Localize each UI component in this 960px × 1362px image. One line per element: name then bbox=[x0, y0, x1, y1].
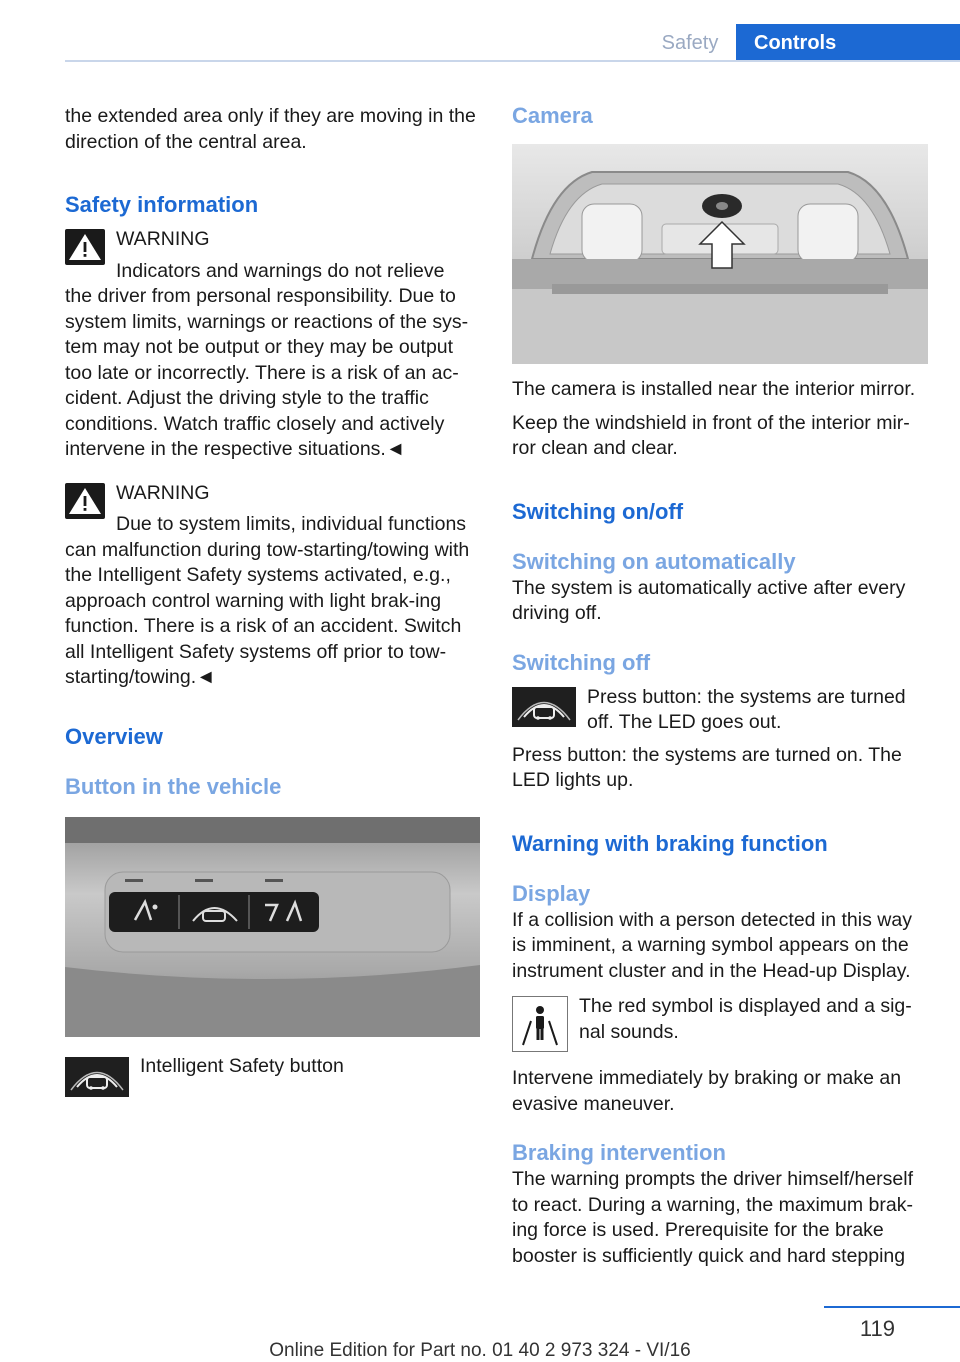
button-caption: Intelligent Safety button bbox=[140, 1054, 344, 1077]
pedestrian-warning-icon bbox=[512, 996, 568, 1052]
warning-text-first: Indicators and warnings do not relieve bbox=[116, 259, 445, 282]
header-section-tab: Safety bbox=[661, 32, 719, 54]
camera-paragraph-2: Keep the windshield in front of the interior mir-ror clean and clear. bbox=[512, 411, 910, 459]
warning-text-first: Due to system limits, individual functions bbox=[116, 513, 467, 535]
intro-paragraph: the extended area only if they are moving in the direction of the central area. bbox=[65, 105, 476, 153]
caption-row bbox=[65, 1054, 481, 1097]
switching-off-icon-text: Press button: the systems are turned off. The LED goes out. bbox=[587, 685, 906, 733]
warning-title: WARNING bbox=[116, 481, 210, 504]
button-in-vehicle-heading: Button in the vehicle bbox=[65, 773, 282, 799]
intelligent-safety-button-icon bbox=[512, 687, 576, 727]
camera-photo bbox=[512, 144, 928, 364]
warning-triangle-icon bbox=[65, 229, 105, 265]
braking-intervention-heading: Braking intervention bbox=[512, 1140, 726, 1165]
switching-on-text: The system is automatically active after every driving off. bbox=[512, 576, 906, 624]
safety-info-heading: Safety information bbox=[65, 192, 259, 217]
warning-text: can malfunction during tow-starting/towing with the Intelligent Safety systems activated, e.g., approach control warning with light brak-ing function. There is a risk of an accident. Switch all Intelligent Safety systems off prior to tow-starting/towing.◄ bbox=[65, 538, 470, 688]
switching-off-heading: Switching off bbox=[512, 649, 651, 675]
braking-warning-heading: Warning with braking function bbox=[512, 830, 828, 856]
right-column bbox=[512, 104, 928, 1269]
header-rule bbox=[65, 60, 960, 62]
display-text-2: Intervene immediately by braking or make an evasive maneuver. bbox=[512, 1067, 902, 1115]
header-chapter-tab: Controls bbox=[736, 24, 960, 62]
edition-footer: Online Edition for Part no. 01 40 2 973 324 - VI/16 bbox=[269, 1340, 691, 1361]
switching-on-heading: Switching on automatically bbox=[512, 548, 796, 574]
display-heading: Display bbox=[512, 880, 591, 906]
display-text: If a collision with a person detected in this way is imminent, a warning symbol appears on the instrument cluster and in the Head-up Display. bbox=[512, 908, 912, 982]
footer-rule bbox=[824, 1306, 960, 1308]
warning-text: the driver from personal responsibility. Due to system limits, warnings or reactions of the sys-tem may not be output or they may be output too late or incorrectly. There is a risk of an ac-cident. Adjust the driving style to the traffic conditions. Watch traffic closely and actively intervene in the respective situations.◄ bbox=[65, 285, 469, 460]
camera-heading: Camera bbox=[512, 103, 593, 128]
intelligent-safety-button-icon bbox=[65, 1057, 129, 1097]
switching-heading: Switching on/off bbox=[512, 498, 684, 524]
camera-paragraph-1: The camera is installed near the interior mirror. bbox=[512, 378, 916, 400]
display-symbol-text: The red symbol is displayed and a sig-nal sounds. bbox=[579, 995, 912, 1043]
display-symbol-row bbox=[512, 994, 928, 1052]
overview-heading: Overview bbox=[65, 723, 163, 749]
page-number: 119 bbox=[859, 1316, 895, 1341]
left-column bbox=[65, 104, 481, 1097]
switching-off-row bbox=[512, 685, 928, 737]
switching-off-text: Press button: the systems are turned on. The LED lights up. bbox=[512, 743, 902, 791]
warning-block-2 bbox=[65, 481, 481, 691]
braking-intervention-text: The warning prompts the driver himself/herself to react. During a warning, the maximum brak-ing force is used. Prerequisite for the brake booster is sufficiently quick and hard stepping bbox=[512, 1168, 913, 1267]
warning-title: WARNING bbox=[116, 228, 210, 250]
warning-triangle-icon bbox=[65, 483, 105, 519]
warning-block-1 bbox=[65, 227, 481, 463]
vehicle-button-photo bbox=[65, 817, 480, 1037]
